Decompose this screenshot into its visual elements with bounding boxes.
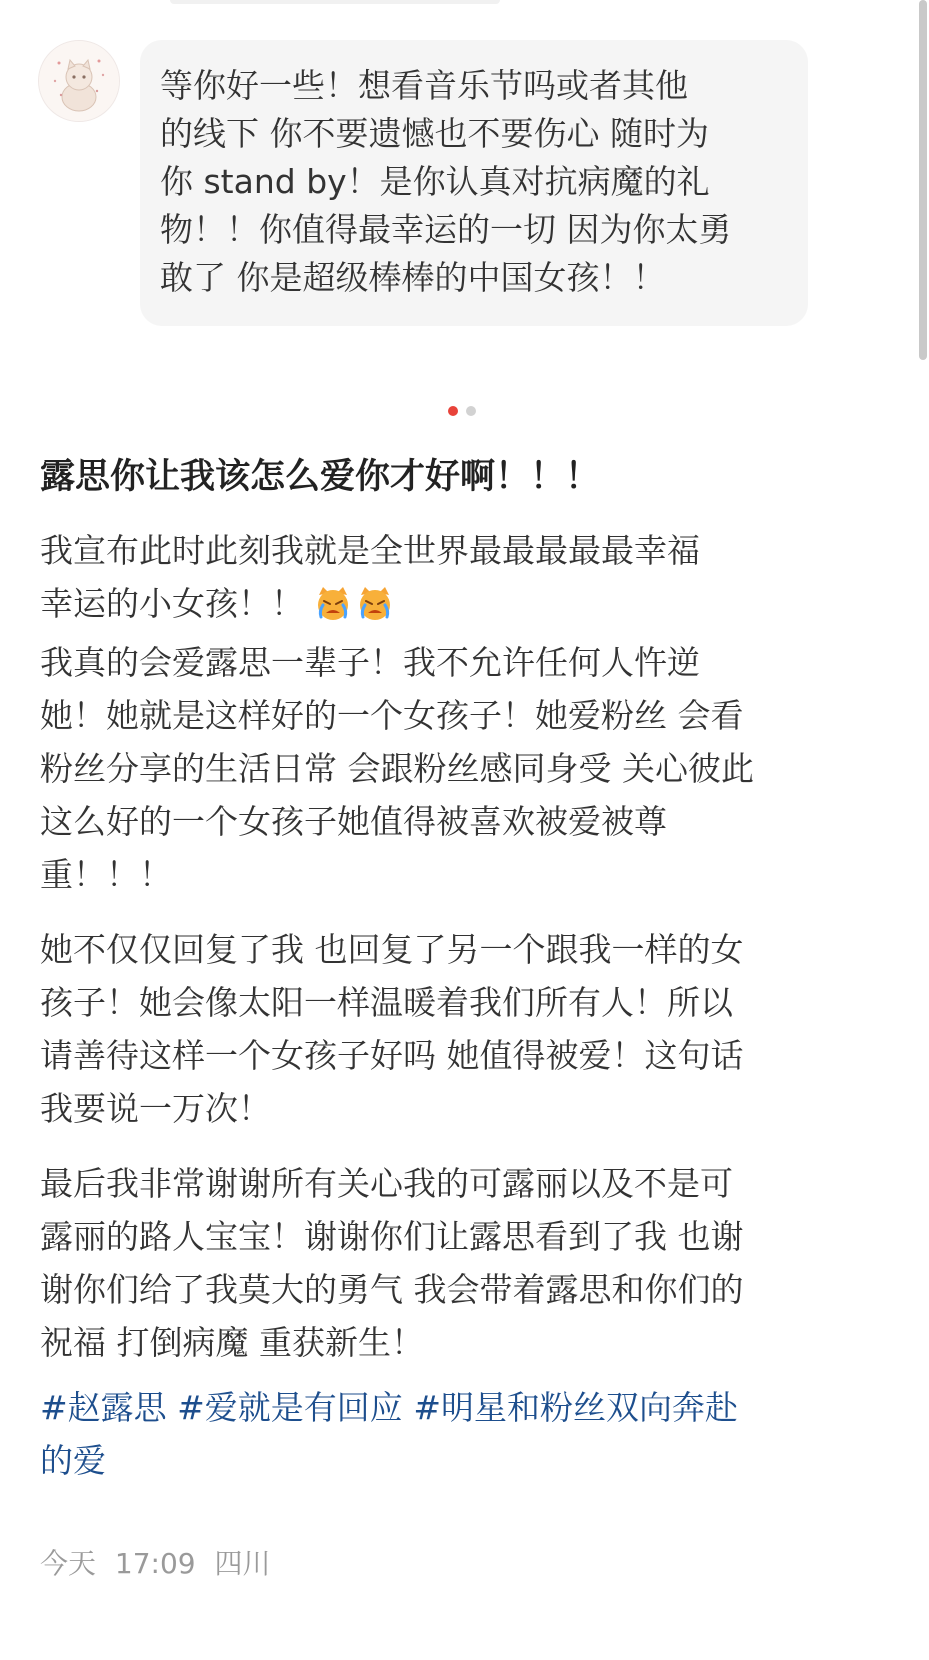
hashtag-star-fan-love[interactable]: #明星和粉丝双向奔赴 的爱 bbox=[40, 1388, 738, 1480]
carousel-dot-1[interactable] bbox=[448, 406, 458, 416]
post-body bbox=[40, 524, 900, 1487]
post-time: 17:09 bbox=[114, 1547, 196, 1580]
post-content bbox=[40, 452, 900, 1487]
post-meta bbox=[40, 1542, 271, 1582]
post-title: 露思你让我该怎么爱你才好啊！！！ bbox=[40, 457, 601, 497]
post-paragraph-2: 她不仅仅回复了我 也回复了另一个跟我一样的女 孩子！她会像太阳一样温暖着我们所有人！所以 请善待这样一个女孩子好吗 她值得被爱！这句话 我要说一万次！ bbox=[40, 930, 744, 1128]
comment-text: 等你好一些！想看音乐节吗或者其他 的线下 你不要遗憾也不要伤心 随时为 你 stand by！是你认真对抗病魔的礼 物！！你值得最幸运的一切 因为你太勇 敢了 你是超级棒棒的中国女孩！！ bbox=[160, 66, 732, 297]
post-paragraph-3: 最后我非常谢谢所有关心我的可露丽以及不是可 露丽的路人宝宝！谢谢你们让露思看到了我 也谢 谢你们给了我莫大的勇气 我会带着露思和你们的 祝福 打倒病魔 重获新生！ bbox=[40, 1164, 744, 1362]
carousel-indicator bbox=[448, 406, 476, 416]
crying-cat-emoji bbox=[315, 583, 393, 636]
hashtag-love-response[interactable]: #爱就是有回应 bbox=[177, 1388, 403, 1427]
post-date: 今天 bbox=[40, 1547, 97, 1580]
comment-bubble[interactable] bbox=[140, 40, 808, 326]
post-paragraph-1: 我宣布此时此刻我就是全世界最最最最最幸福 幸运的小女孩！！ 我真的会爱露思一辈子！我不允许任何人忤逆 她！她就是这样好的一个女孩子！她爱粉丝 会看 粉丝分享的生活日常 会跟粉丝感同身受 关心彼此 这么好的一个女孩子她值得被喜欢被爱被尊 重！！！ bbox=[40, 531, 754, 894]
carousel-dot-2[interactable] bbox=[466, 406, 476, 416]
top-divider bbox=[170, 0, 500, 4]
cat-avatar-icon[interactable] bbox=[38, 40, 120, 122]
hashtag-zhaolusi[interactable]: #赵露思 bbox=[40, 1388, 167, 1427]
scrollbar[interactable] bbox=[919, 0, 927, 360]
hashtag-list bbox=[40, 1381, 900, 1487]
reply-comment bbox=[38, 40, 808, 330]
post-location: 四川 bbox=[214, 1547, 271, 1580]
